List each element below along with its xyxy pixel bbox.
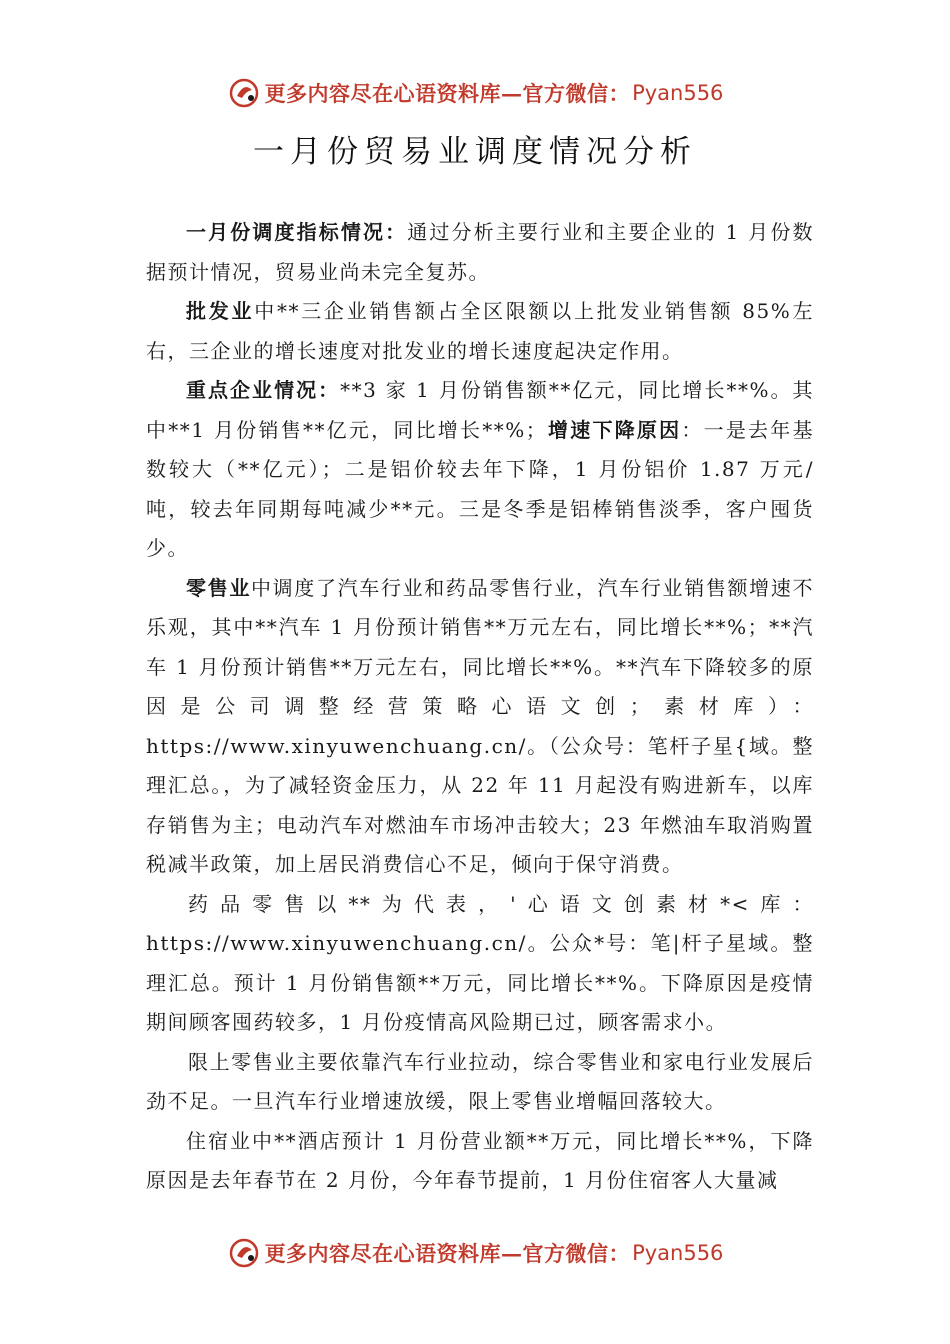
p5-text: 药品零售以**为代表，'心语文创素材*<库：https://www.xinyuwenchuang.cn/。公众*号：笔|杆子星域。整理汇总。预计 1 月份销售额**万元，同比增长**%。下降原因是疫情期间顾客囤药较多，1 月份疫情高风险期已过，顾客需求小。 xyxy=(146,891,814,1034)
paragraph-2 xyxy=(146,292,814,371)
page-title: 一月份贸易业调度情况分析 xyxy=(253,134,697,170)
paragraph-6 xyxy=(146,1043,814,1122)
p1-lead: 一月份调度指标情况： xyxy=(186,220,408,244)
p6-text: 限上零售业主要依靠汽车行业拉动，综合零售业和家电行业发展后劲不足。一旦汽车行业增速放缓，限上零售业增幅回落较大。 xyxy=(146,1049,814,1113)
p3-lead-2: 增速下降原因 xyxy=(547,417,682,442)
paragraph-1 xyxy=(146,213,814,292)
p1-text: 通过分析主要行业和主要企业的 1 月份数据预计情况，贸易业尚未完全复苏。 xyxy=(146,220,815,284)
p3-lead: 重点企业情况： xyxy=(186,378,341,402)
paragraph-7 xyxy=(146,1122,814,1201)
paragraph-3 xyxy=(146,371,814,569)
p2-text: 中**三企业销售额占全区限额以上批发业销售额 85%左右，三企业的增长速度对批发业的增长速度起决定作用。 xyxy=(146,299,815,363)
p7-text: 住宿业中**酒店预计 1 月份营业额**万元，同比增长**%，下降原因是去年春节在 2 月份，今年春节提前，1 月份住宿客人大量减 xyxy=(146,1128,814,1192)
logo-icon xyxy=(227,76,261,110)
logo-icon xyxy=(227,1236,261,1270)
document-body xyxy=(146,213,814,1201)
header-banner xyxy=(0,73,950,113)
paragraph-5 xyxy=(146,885,814,1043)
banner-text: 更多内容尽在心语资料库—官方微信： xyxy=(264,81,631,106)
p3-text-1: **3 家 1 月份销售额**亿元，同比增长**%。其中**1 月份销售**亿元，同比增长**%； xyxy=(146,378,815,442)
p3-text-2: ：一是去年基数较大（**亿元）；二是铝价较去年下降，1 月份铝价 1.87 万元/吨，较去年同期每吨减少**元。三是冬季是铝棒销售淡季，客户囤货少。 xyxy=(146,417,815,560)
banner-wechat-id: Pyan556 xyxy=(632,81,724,105)
paragraph-4 xyxy=(146,569,814,885)
banner-wechat-id: Pyan556 xyxy=(632,1241,724,1265)
banner-text: 更多内容尽在心语资料库—官方微信： xyxy=(264,1241,631,1266)
p4-text: 中调度了汽车行业和药品零售行业，汽车行业销售额增速不乐观，其中**汽车 1 月份预计销售**万元左右，同比增长**%；**汽车 1 月份预计销售**万元左右，同比增长**%。**汽车下降较多的原因是公司调整经营策略心语文创；素材库）：https://www.xinyuwenchuang.cn/。（公众号：笔杆子星{域。整理汇总。，为了减轻资金压力，从 22 年 11 月起没有购进新车，以库存销售为主；电动汽车对燃油车市场冲击较大；23 年燃油车取消购置税减半政策，加上居民消费信心不足，倾向于保守消费。 xyxy=(146,575,815,876)
footer-banner xyxy=(0,1233,950,1273)
p2-lead: 批发业 xyxy=(186,299,255,323)
p4-lead: 零售业 xyxy=(186,575,251,600)
